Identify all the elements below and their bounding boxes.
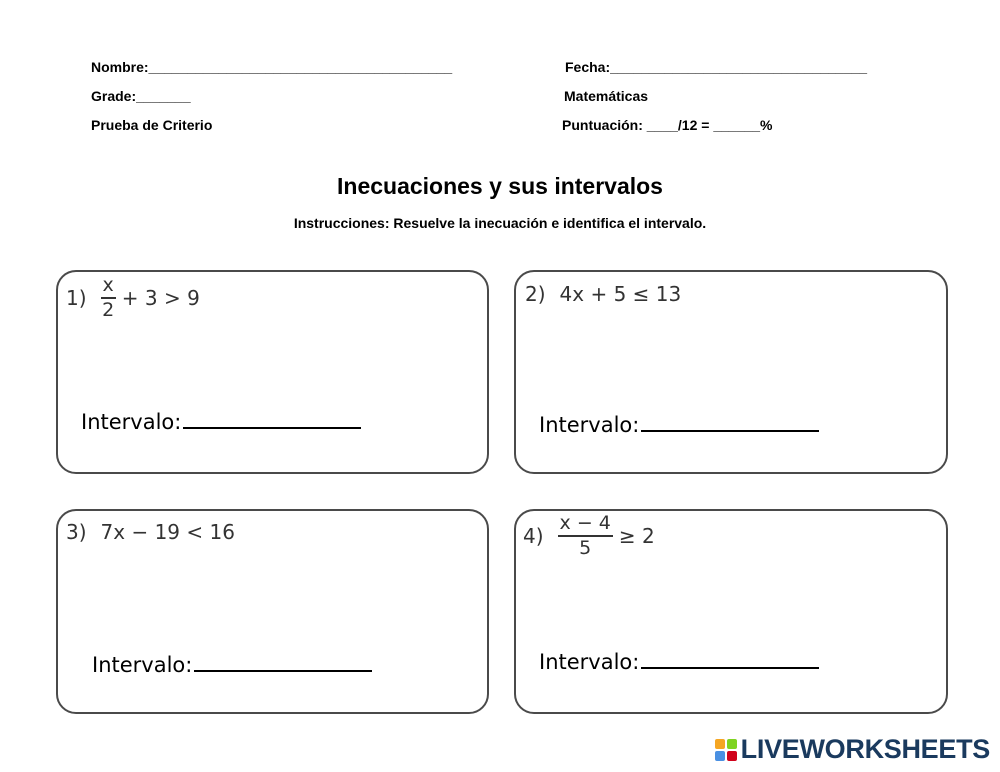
fecha-field: Fecha:_________________________________ — [565, 59, 868, 75]
grade-field: Grade:_______ — [91, 88, 191, 104]
score-field: Puntuación: ____/12 = ______% — [562, 117, 773, 133]
interval-answer-1[interactable] — [81, 409, 361, 434]
interval-label: Intervalo: — [92, 653, 193, 677]
problem-number: 2) — [525, 282, 546, 306]
numerator: x − 4 — [558, 514, 613, 537]
nombre-field: Nombre:_______________________________________ — [91, 59, 453, 75]
brand-name: LIVEWORKSHEETS — [740, 734, 990, 764]
fraction — [558, 514, 613, 558]
numerator: x — [101, 276, 116, 299]
subject-label: Matemáticas — [564, 88, 649, 104]
logo-mark-icon — [715, 739, 737, 761]
page-title: Inecuaciones y sus intervalos — [337, 173, 663, 199]
denominator: 5 — [579, 537, 592, 559]
interval-answer-4[interactable] — [539, 649, 819, 674]
problem-3 — [66, 520, 235, 544]
interval-label: Intervalo: — [539, 413, 640, 437]
interval-answer-3[interactable] — [92, 652, 372, 677]
interval-label: Intervalo: — [539, 650, 640, 674]
expression: ≥ 2 — [618, 524, 655, 548]
test-type-label: Prueba de Criterio — [91, 117, 213, 133]
answer-line[interactable] — [641, 649, 819, 669]
expression: + 3 > 9 — [121, 286, 200, 310]
expression: 4x + 5 ≤ 13 — [559, 282, 682, 306]
expression: 7x − 19 < 16 — [100, 520, 235, 544]
denominator: 2 — [102, 299, 115, 321]
answer-line[interactable] — [183, 409, 361, 429]
liveworksheets-logo — [715, 734, 990, 765]
answer-line[interactable] — [641, 412, 819, 432]
problem-number: 4) — [523, 524, 544, 548]
interval-answer-2[interactable] — [539, 412, 819, 437]
problem-number: 1) — [66, 286, 87, 310]
fraction — [101, 276, 116, 320]
problem-number: 3) — [66, 520, 87, 544]
instructions: Instrucciones: Resuelve la inecuación e identifica el intervalo. — [293, 215, 707, 231]
answer-line[interactable] — [194, 652, 372, 672]
interval-label: Intervalo: — [81, 410, 182, 434]
problem-4 — [523, 514, 655, 558]
problem-2 — [525, 282, 681, 306]
problem-1 — [66, 276, 200, 320]
